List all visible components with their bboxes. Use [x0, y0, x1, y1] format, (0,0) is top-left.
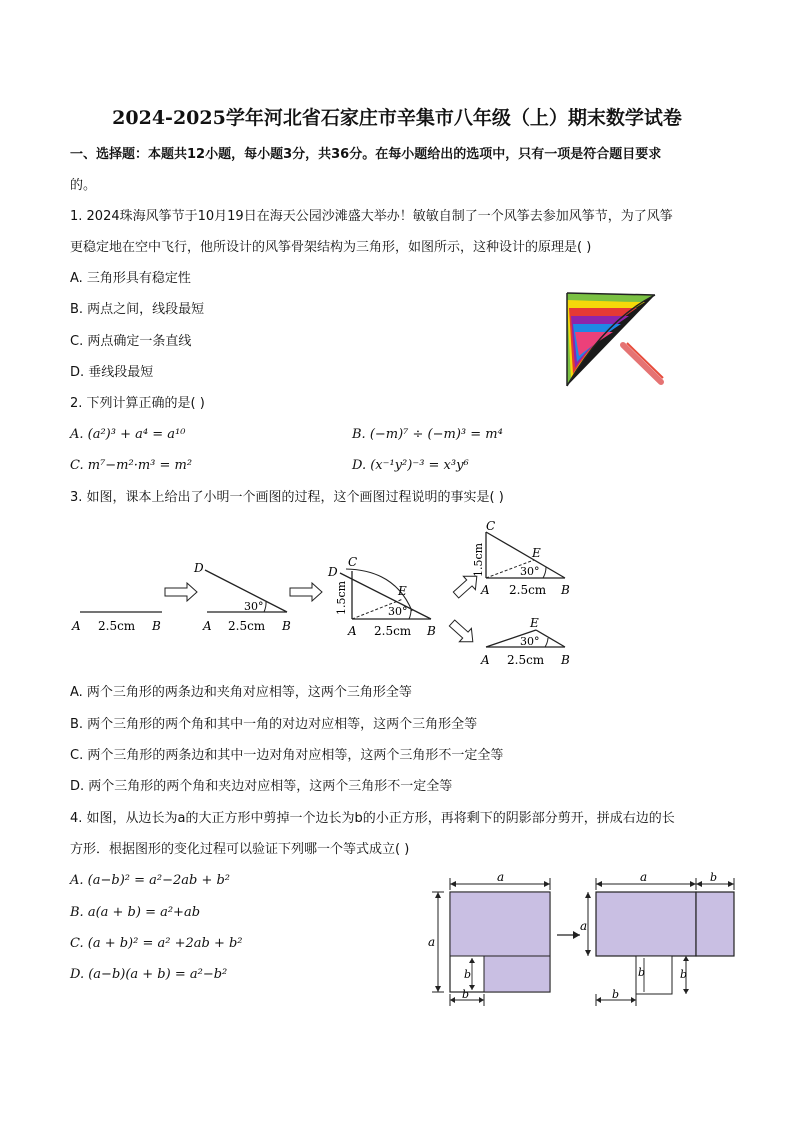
q4-option-a: A. (a−b)² = a²−2ab + b²	[70, 873, 231, 888]
label-a-left: a	[428, 935, 436, 949]
rect-main	[596, 892, 696, 956]
label-e-5: E	[530, 616, 539, 630]
label-c-3: C	[348, 555, 358, 569]
label-d-2: D	[194, 561, 204, 575]
label-side-3: 1.5cm	[335, 580, 348, 615]
q1-option-d: D. 垂线段最短	[70, 365, 154, 380]
q1-option-c: C. 两点确定一条直线	[70, 334, 192, 349]
q2-option-d: D. (x⁻¹y²)⁻³ = x³y⁶	[352, 458, 469, 473]
label-c-4: C	[486, 519, 496, 533]
section-instructions: 一、选择题：本题共12小题，每小题3分，共36分。在每小题给出的选项中，只有一项是符合题目要求	[70, 147, 662, 162]
label-angle-3: 30°	[388, 605, 408, 618]
q1-stem-line2: 更稳定地在空中飞行，他所设计的风筝骨架结构为三角形，如图所示，这种设计的原理是( )	[70, 240, 592, 255]
label-b-right-inner: b	[638, 966, 646, 979]
label-len-3: 2.5cm	[374, 624, 412, 638]
label-e-3: E	[398, 584, 407, 598]
arrow-1	[165, 583, 197, 601]
q3-option-a: A. 两个三角形的两条边和夹角对应相等，这两个三角形全等	[70, 685, 412, 700]
label-a-4: A	[481, 583, 490, 597]
shaded-bottom	[484, 956, 550, 992]
label-len-2: 2.5cm	[228, 619, 266, 633]
q2-stem: 2. 下列计算正确的是( )	[70, 396, 205, 411]
rect-extra	[696, 892, 734, 956]
label-angle-5: 30°	[520, 635, 540, 648]
q3-stem: 3. 如图，课本上给出了小明一个画图的过程，这个画图过程说明的事实是( )	[70, 490, 504, 505]
label-b-3: B	[427, 624, 436, 638]
label-b-4: B	[561, 583, 570, 597]
label-b-right-top: b	[710, 871, 718, 884]
q1-stem-line1: 1. 2024珠海风筝节于10月19日在海天公园沙滩盛大举办！敏敏自制了一个风筝去参加风筝节，为了风筝	[70, 209, 673, 224]
label-len-5: 2.5cm	[507, 653, 545, 667]
label-e-4: E	[532, 546, 541, 560]
q2-option-b: B. (−m)⁷ ÷ (−m)³ = m⁴	[352, 427, 503, 442]
label-b-2: B	[282, 619, 291, 633]
q1-option-b: B. 两点之间，线段最短	[70, 302, 205, 317]
arrow-down	[446, 616, 479, 648]
q4-option-b: B. a(a + b) = a²+ab	[70, 905, 201, 920]
label-len-4: 2.5cm	[509, 583, 547, 597]
arrow-2	[290, 583, 322, 601]
label-b-1: B	[152, 619, 161, 633]
kite-image	[565, 290, 665, 390]
label-a-top: a	[497, 870, 505, 884]
q4-option-c: C. (a + b)² = a² +2ab + b²	[70, 936, 243, 951]
label-b-5: B	[561, 653, 570, 667]
label-d-3: D	[328, 565, 338, 579]
q4-stem-line2: 方形．根据图形的变化过程可以验证下列哪一个等式成立( )	[70, 842, 410, 857]
label-a-right-top: a	[640, 870, 648, 884]
q2-option-c: C. m⁷−m²·m³ = m²	[70, 458, 193, 473]
q3-option-d: D. 两个三角形的两个角和夹边对应相等，这两个三角形不一定全等	[70, 779, 453, 794]
q2-option-a: A. (a²)³ + a⁴ = a¹⁰	[70, 427, 186, 442]
label-a-right-left: a	[580, 919, 588, 933]
label-b-right-bottom: b	[612, 988, 620, 1001]
label-b-inner: b	[464, 968, 472, 981]
q3-option-b: B. 两个三角形的两个角和其中一角的对边对应相等，这两个三角形全等	[70, 717, 478, 732]
label-a-3: A	[348, 624, 357, 638]
label-angle-4: 30°	[520, 565, 540, 578]
label-a-5: A	[481, 653, 490, 667]
q4-stem-line1: 4. 如图，从边长为a的大正方形中剪掉一个边长为b的小正方形，再将剩下的阴影部分剪开，拼成右边的长	[70, 811, 675, 826]
label-b-bottom: b	[462, 988, 470, 1001]
q3-option-c: C. 两个三角形的两条边和其中一边对角对应相等，这两个三角形不一定全等	[70, 748, 504, 763]
q4-square-figure	[420, 868, 750, 1013]
page-title: 2024-2025学年河北省石家庄市辛集市八年级（上）期末数学试卷	[112, 107, 682, 129]
label-len-1: 2.5cm	[98, 619, 136, 633]
q1-option-a: A. 三角形具有稳定性	[70, 271, 191, 286]
q3-construction-figure	[0, 515, 794, 675]
q4-option-d: D. (a−b)(a + b) = a²−b²	[70, 967, 228, 982]
section-instructions-end: 的。	[70, 178, 97, 193]
label-a-1: A	[72, 619, 81, 633]
label-b-right-side: b	[680, 968, 688, 981]
label-a-2: A	[203, 619, 212, 633]
label-angle-2: 30°	[244, 600, 264, 613]
label-side-4: 1.5cm	[472, 542, 485, 577]
shaded-top	[450, 892, 550, 956]
